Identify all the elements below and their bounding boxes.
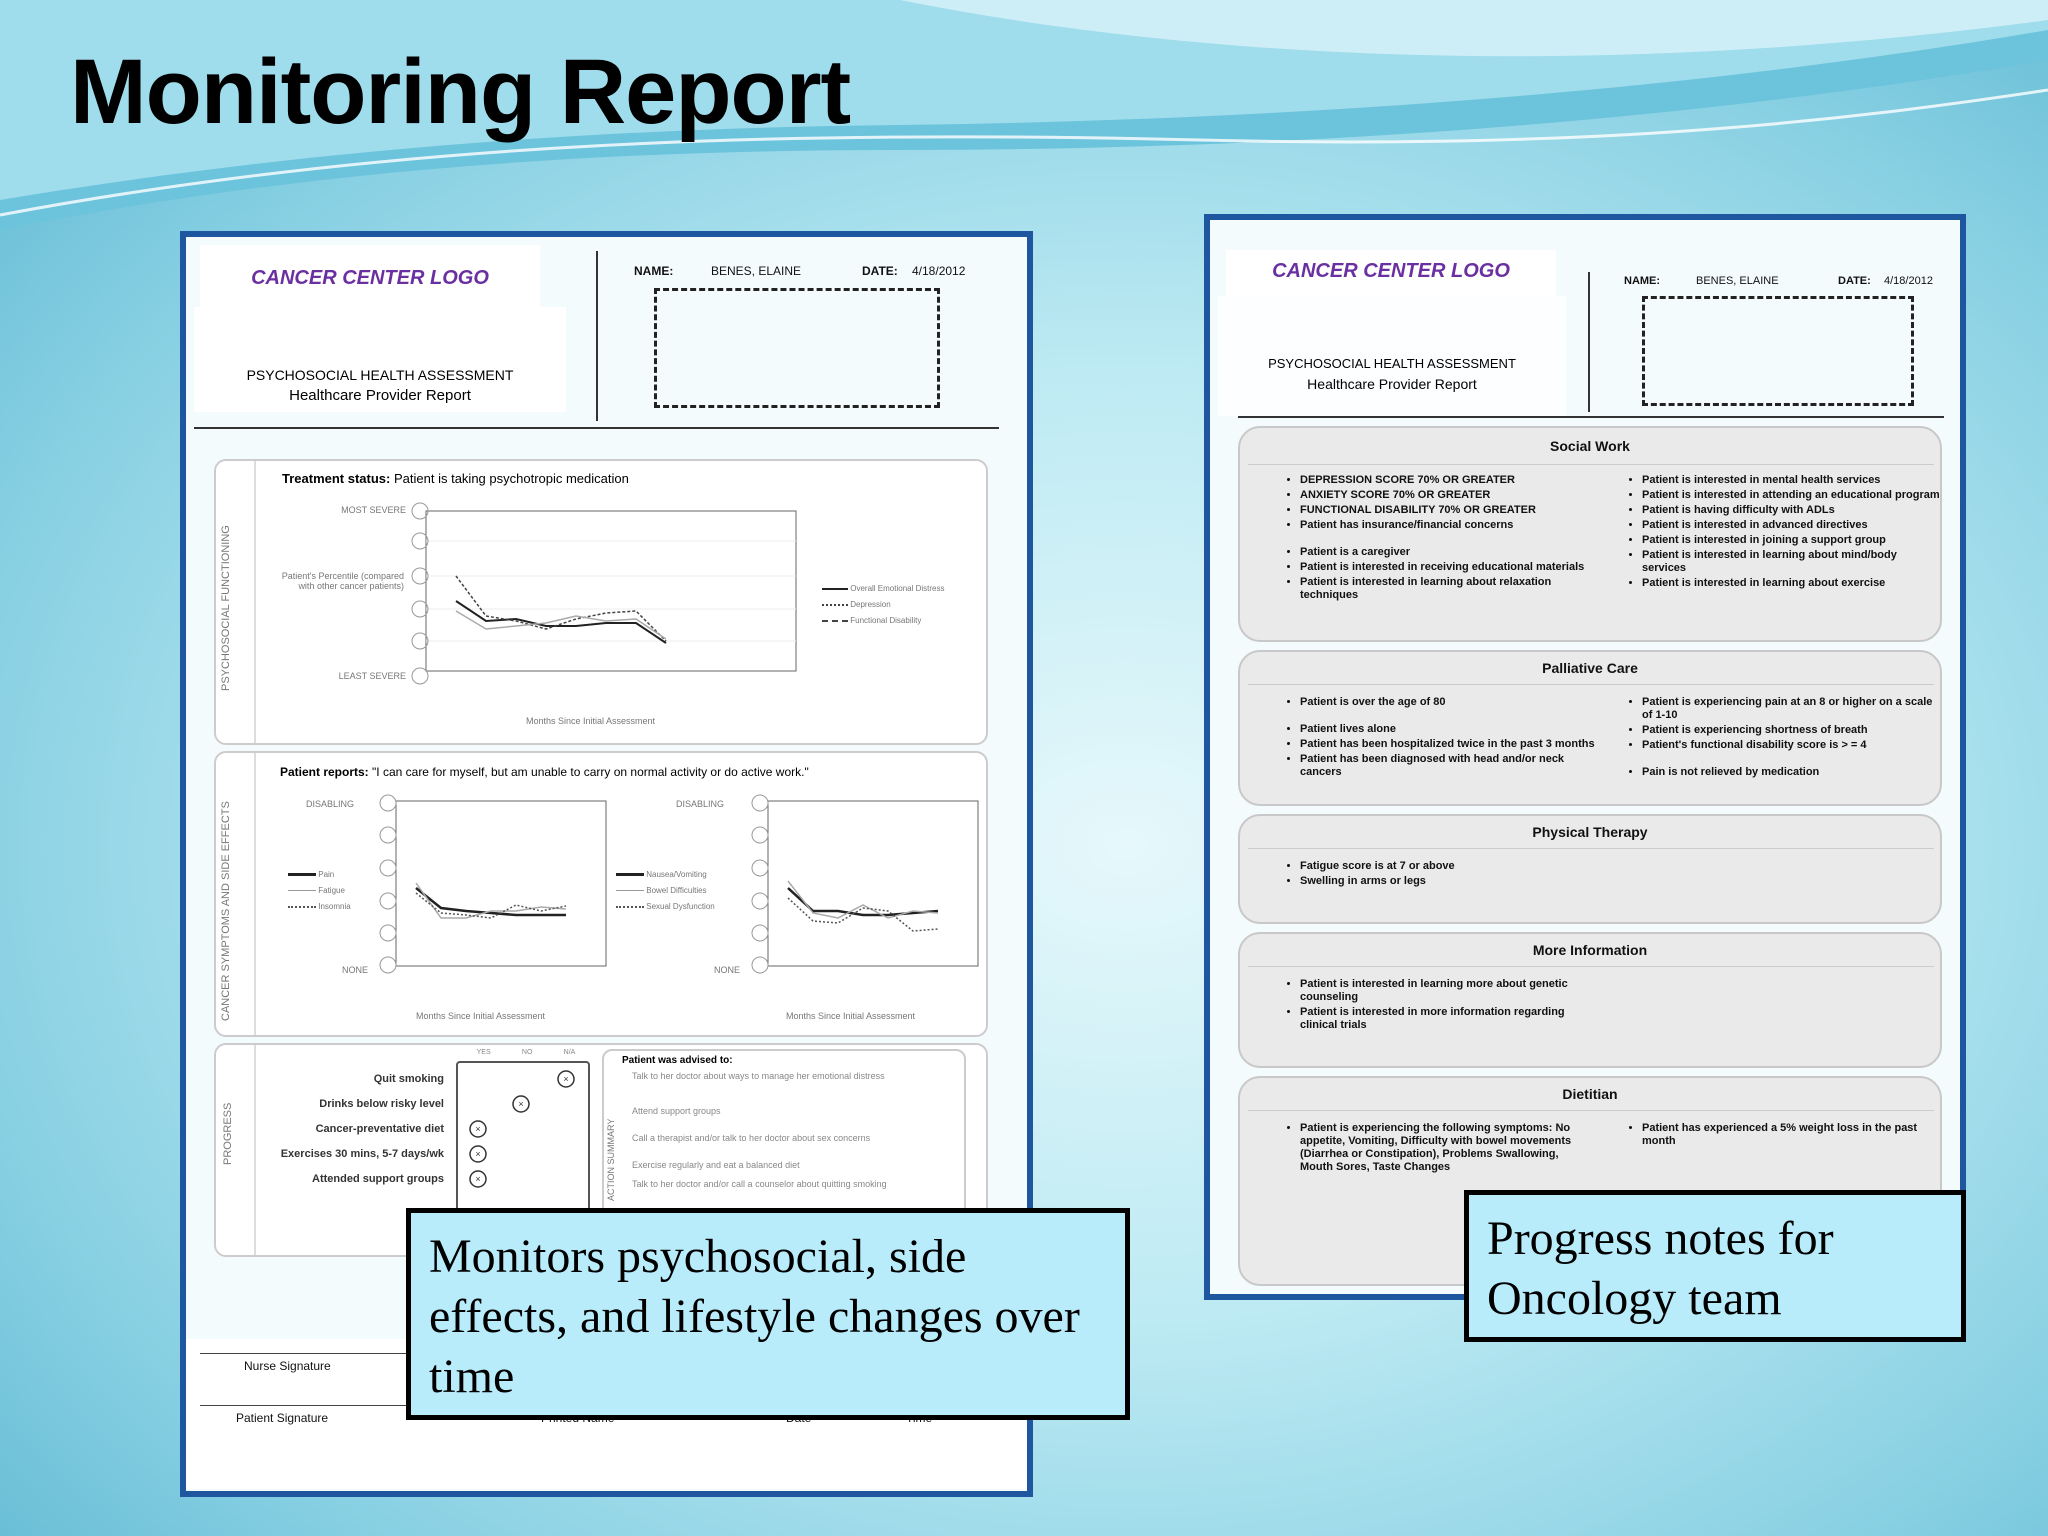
advice-item: Talk to her doctor about ways to manage her emotional distress bbox=[632, 1071, 885, 1081]
cancer-center-logo: CANCER CENTER LOGO bbox=[1272, 260, 1510, 282]
section-title: More Information bbox=[1532, 942, 1648, 958]
slide-title: Monitoring Report bbox=[70, 41, 851, 143]
svg-text:×: × bbox=[518, 1099, 524, 1109]
callout-left: Monitors psychosocial, side effects, and lifestyle changes over time bbox=[406, 1208, 1130, 1420]
y-axis-bottom-left: NONE bbox=[342, 965, 369, 975]
legend-item: Functional Disability bbox=[822, 613, 944, 629]
header-rule bbox=[1238, 416, 1944, 418]
nurse-signature-label: Nurse Signature bbox=[244, 1359, 331, 1373]
list-item: • Patient is experiencing shortness of breath bbox=[1642, 724, 1942, 737]
svg-text:×: × bbox=[475, 1149, 481, 1159]
y-axis-bottom: LEAST SEVERE bbox=[338, 671, 406, 681]
physical-therapy-list bbox=[1274, 860, 1600, 890]
date-value: 4/18/2012 bbox=[912, 264, 966, 278]
list-item: • Patient is interested in learning about mind/body services bbox=[1642, 549, 1942, 575]
report-title-box bbox=[194, 307, 566, 412]
legend-item: Overall Emotional Distress bbox=[822, 581, 944, 597]
header-divider bbox=[1588, 272, 1590, 412]
section-title: Social Work bbox=[1550, 438, 1630, 454]
section-rule bbox=[1248, 1110, 1934, 1111]
header-rule bbox=[194, 427, 999, 429]
progress-col-heads: YES NO N/A bbox=[476, 1049, 576, 1056]
psychosocial-line-chart bbox=[406, 501, 806, 701]
list-item: • ANXIETY SCORE 70% OR GREATER bbox=[1300, 489, 1600, 502]
list-item: • Patient is interested in learning more about genetic counseling bbox=[1300, 978, 1580, 1004]
palliative-right-list bbox=[1616, 696, 1942, 781]
report-title-box bbox=[1218, 296, 1566, 416]
advice-item: Talk to her doctor and/or call a counselor about quitting smoking bbox=[632, 1179, 887, 1189]
section-social-work bbox=[1238, 426, 1942, 642]
more-information-list bbox=[1274, 978, 1580, 1034]
progress-row: Attended support groups bbox=[312, 1173, 444, 1185]
social-work-left-list bbox=[1274, 474, 1600, 604]
list-item: • Patient is interested in more information regarding clinical trials bbox=[1300, 1006, 1580, 1032]
callout-right: Progress notes for Oncology team bbox=[1464, 1190, 1966, 1342]
social-work-right-list bbox=[1616, 474, 1942, 592]
list-item: • Patient is experiencing the following symptoms: No appetite, Vomiting, Difficulty with bowel movements (Diarrhea or Constipation), Problems Swallowing, Mouth Sores, Taste Changes bbox=[1300, 1122, 1590, 1174]
list-item: • Patient is interested in advanced directives bbox=[1642, 519, 1942, 532]
section-palliative-care bbox=[1238, 650, 1942, 806]
list-item: • Patient is interested in learning about relaxation techniques bbox=[1300, 576, 1600, 602]
y-axis-mid: Patient's Percentile (compared with other cancer patients) bbox=[281, 571, 404, 591]
list-item: • Patient has insurance/financial concerns bbox=[1300, 519, 1600, 532]
date-label: DATE: bbox=[1838, 275, 1871, 287]
section-rule bbox=[1248, 464, 1934, 465]
list-item: • Patient has been diagnosed with head and/or neck cancers bbox=[1300, 753, 1600, 779]
treatment-status-text: Patient is taking psychotropic medication bbox=[394, 471, 629, 486]
chart-legend bbox=[822, 581, 944, 629]
y-axis-top-left: DISABLING bbox=[306, 799, 355, 809]
section-rule bbox=[1248, 966, 1934, 967]
legend-right bbox=[616, 867, 715, 915]
name-value: BENES, ELAINE bbox=[1696, 275, 1779, 287]
list-item: • Swelling in arms or legs bbox=[1300, 875, 1600, 888]
cancer-symptoms-panel bbox=[214, 751, 988, 1037]
x-axis-label: Months Since Initial Assessment bbox=[526, 716, 656, 726]
x-axis-label-right: Months Since Initial Assessment bbox=[786, 1011, 916, 1021]
panel-side-divider bbox=[254, 753, 256, 1035]
legend-item: Nausea/Vomiting bbox=[616, 867, 715, 883]
report-title: PSYCHOSOCIAL HEALTH ASSESSMENT bbox=[246, 367, 514, 383]
list-item: • Patient is interested in attending an educational program bbox=[1642, 489, 1942, 502]
list-item: • Patient lives alone bbox=[1300, 723, 1600, 736]
legend-item: Pain bbox=[288, 867, 351, 883]
y-axis-bottom-right: NONE bbox=[714, 965, 741, 975]
name-label: NAME: bbox=[1624, 275, 1661, 287]
report-title: PSYCHOSOCIAL HEALTH ASSESSMENT bbox=[1268, 356, 1516, 371]
psychosocial-functioning-panel bbox=[214, 459, 988, 745]
patient-reports-label: Patient reports: bbox=[280, 765, 369, 779]
palliative-left-list bbox=[1274, 696, 1600, 781]
list-item: • Patient is over the age of 80 bbox=[1300, 696, 1600, 709]
y-axis-top-right: DISABLING bbox=[676, 799, 725, 809]
list-item: • Patient is interested in receiving educational materials bbox=[1300, 561, 1600, 574]
advice-title: Patient was advised to: bbox=[622, 1055, 733, 1066]
cancer-center-logo: CANCER CENTER LOGO bbox=[251, 267, 489, 289]
dietitian-right-list bbox=[1616, 1122, 1942, 1150]
section-rule bbox=[1248, 684, 1934, 685]
progress-row: Drinks below risky level bbox=[319, 1098, 444, 1110]
date-label: DATE: bbox=[862, 264, 898, 278]
advice-list bbox=[632, 1071, 952, 1190]
treatment-status-label: Treatment status: bbox=[282, 471, 391, 486]
section-more-information bbox=[1238, 932, 1942, 1068]
progress-row: Cancer-preventative diet bbox=[315, 1123, 444, 1135]
legend-item: Sexual Dysfunction bbox=[616, 899, 715, 915]
section-title: Physical Therapy bbox=[1532, 824, 1648, 840]
y-axis-top: MOST SEVERE bbox=[341, 505, 406, 515]
list-item: • Patient's functional disability score is > = 4 bbox=[1642, 739, 1942, 752]
header-divider bbox=[596, 251, 598, 421]
x-axis-label-left: Months Since Initial Assessment bbox=[416, 1011, 546, 1021]
logo-area bbox=[1226, 250, 1556, 296]
progress-row: Quit smoking bbox=[373, 1073, 444, 1085]
advice-item: Attend support groups bbox=[632, 1106, 721, 1116]
section-title: Palliative Care bbox=[1542, 660, 1638, 676]
patient-label-placeholder bbox=[1642, 296, 1914, 406]
patient-reports bbox=[280, 765, 970, 779]
list-item: • Patient is a caregiver bbox=[1300, 546, 1600, 559]
svg-text:×: × bbox=[475, 1174, 481, 1184]
legend-item: Bowel Difficulties bbox=[616, 883, 715, 899]
list-item: • Pain is not relieved by medication bbox=[1642, 766, 1942, 779]
panel-side-label: CANCER SYMPTOMS AND SIDE EFFECTS bbox=[220, 801, 232, 1021]
symptoms-line-chart-right bbox=[748, 793, 988, 983]
progress-row: Exercises 30 mins, 5-7 days/wk bbox=[280, 1148, 444, 1160]
list-item: • Patient is interested in joining a support group bbox=[1642, 534, 1942, 547]
treatment-status bbox=[282, 471, 629, 486]
section-rule bbox=[1248, 848, 1934, 849]
name-label: NAME: bbox=[634, 264, 674, 278]
list-item: • FUNCTIONAL DISABILITY 70% OR GREATER bbox=[1300, 504, 1600, 517]
svg-text:×: × bbox=[563, 1074, 569, 1084]
section-title: Dietitian bbox=[1562, 1086, 1618, 1102]
date-value: 4/18/2012 bbox=[1884, 275, 1933, 287]
patient-signature-label: Patient Signature bbox=[236, 1411, 329, 1425]
progress-rows bbox=[256, 1067, 444, 1192]
legend-item: Insomnia bbox=[288, 899, 351, 915]
panel-side-label: PROGRESS bbox=[222, 1102, 234, 1165]
list-item: • Patient has experienced a 5% weight loss in the past month bbox=[1642, 1122, 1942, 1148]
right-report-document bbox=[1204, 214, 1966, 1300]
legend-item: Depression bbox=[822, 597, 944, 613]
advice-item: Exercise regularly and eat a balanced diet bbox=[632, 1160, 800, 1170]
progress-marks bbox=[456, 1061, 586, 1211]
list-item: • DEPRESSION SCORE 70% OR GREATER bbox=[1300, 474, 1600, 487]
dietitian-left-list bbox=[1274, 1122, 1590, 1176]
advice-item: Call a therapist and/or talk to her doctor about sex concerns bbox=[632, 1133, 871, 1143]
panel-side-divider bbox=[254, 461, 256, 743]
action-summary-label: ACTION SUMMARY bbox=[606, 1118, 616, 1201]
patient-label-placeholder bbox=[654, 288, 940, 408]
section-physical-therapy bbox=[1238, 814, 1942, 924]
list-item: • Patient is having difficulty with ADLs bbox=[1642, 504, 1942, 517]
list-item: • Patient has been hospitalized twice in the past 3 months bbox=[1300, 738, 1600, 751]
list-item: • Patient is interested in mental health services bbox=[1642, 474, 1942, 487]
list-item: • Fatigue score is at 7 or above bbox=[1300, 860, 1600, 873]
symptoms-line-chart-left bbox=[376, 793, 616, 983]
list-item: • Patient is experiencing pain at an 8 or higher on a scale of 1-10 bbox=[1642, 696, 1942, 722]
report-subtitle: Healthcare Provider Report bbox=[1307, 376, 1477, 392]
legend-item: Fatigue bbox=[288, 883, 351, 899]
logo-area bbox=[200, 245, 540, 307]
legend-left bbox=[288, 867, 351, 915]
svg-text:×: × bbox=[475, 1124, 481, 1134]
name-value: BENES, ELAINE bbox=[711, 264, 802, 278]
patient-reports-text: "I can care for myself, but am unable to carry on normal activity or do active work." bbox=[372, 765, 809, 779]
report-subtitle: Healthcare Provider Report bbox=[289, 387, 471, 404]
panel-side-label: PSYCHOSOCIAL FUNCTIONING bbox=[220, 525, 232, 691]
list-item: • Patient is interested in learning about exercise bbox=[1642, 577, 1942, 590]
